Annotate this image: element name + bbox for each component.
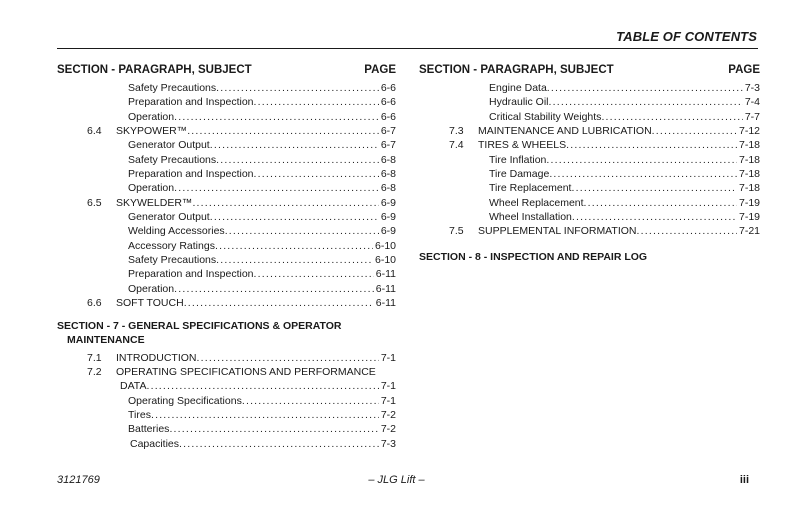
toc-entry-number: 7.2 bbox=[87, 365, 102, 378]
toc-entry-title: Wheel Installation bbox=[489, 211, 572, 224]
dot-leader bbox=[637, 224, 737, 238]
toc-entry-page: 7-19 bbox=[738, 196, 760, 209]
dot-leader bbox=[571, 181, 737, 195]
dot-leader bbox=[547, 81, 743, 95]
toc-entry bbox=[57, 394, 396, 408]
toc-entry bbox=[57, 408, 396, 422]
dot-leader bbox=[197, 351, 379, 365]
toc-entry bbox=[57, 196, 396, 210]
toc-entry bbox=[419, 167, 760, 181]
dot-leader bbox=[549, 167, 737, 181]
toc-entry bbox=[57, 81, 396, 95]
toc-entry-title: Generator Output bbox=[128, 211, 210, 224]
toc-entry-page: 7-3 bbox=[380, 437, 396, 450]
toc-entry-title: Capacities bbox=[130, 437, 180, 450]
toc-entry-title: TIRES & WHEELS bbox=[478, 139, 567, 152]
toc-entry bbox=[57, 153, 396, 167]
toc-entry bbox=[419, 81, 760, 95]
dot-leader bbox=[174, 282, 374, 296]
toc-entry-page: 6-8 bbox=[380, 168, 396, 181]
toc-entry-title: Generator Output bbox=[128, 139, 210, 152]
toc-entry bbox=[419, 124, 760, 138]
dot-leader bbox=[572, 210, 737, 224]
column-heading-label: SECTION - PARAGRAPH, SUBJECT bbox=[419, 64, 614, 76]
toc-column-right bbox=[419, 62, 760, 264]
toc-entry-page: 6-9 bbox=[380, 211, 396, 224]
toc-entry-page: 6-7 bbox=[380, 139, 396, 152]
toc-entry-title: Safety Precautions bbox=[128, 82, 217, 94]
dot-leader bbox=[584, 196, 737, 210]
toc-entry-page: 6-6 bbox=[380, 82, 396, 94]
toc-entry-page: 7-19 bbox=[738, 211, 760, 224]
toc-entry-title: OPERATING SPECIFICATIONS AND PERFORMANCE bbox=[116, 365, 376, 378]
dot-leader bbox=[566, 138, 737, 152]
toc-entry-number: 7.4 bbox=[449, 139, 464, 152]
toc-entry bbox=[57, 124, 396, 138]
column-page-label: PAGE bbox=[728, 64, 760, 76]
dot-leader bbox=[210, 138, 379, 152]
toc-entry-title: Preparation and Inspection bbox=[128, 168, 254, 181]
toc-entry bbox=[57, 110, 396, 124]
toc-entry-number: 6.5 bbox=[87, 196, 102, 209]
toc-entry bbox=[419, 138, 760, 152]
toc-entry-title: Operation bbox=[128, 110, 175, 123]
toc-entry bbox=[57, 210, 396, 224]
document-number: 3121769 bbox=[57, 474, 100, 486]
toc-entry-page: 7-21 bbox=[738, 225, 760, 238]
toc-entry-number: 6.6 bbox=[87, 297, 102, 310]
toc-entry-page: 6-6 bbox=[380, 96, 396, 109]
toc-entry bbox=[57, 422, 396, 436]
toc-entry-page: 6-9 bbox=[380, 225, 396, 238]
toc-entry-title: Accessory Ratings bbox=[128, 239, 215, 252]
toc-entry bbox=[419, 110, 760, 124]
dot-leader bbox=[242, 394, 379, 408]
toc-entry-title: Engine Data bbox=[489, 82, 547, 94]
toc-entry bbox=[57, 365, 396, 379]
toc-entry-title: Hydraulic Oil bbox=[489, 96, 549, 109]
toc-entry-page: 7-3 bbox=[744, 82, 760, 94]
toc-entry-page: 7-2 bbox=[380, 408, 396, 421]
toc-entry bbox=[57, 224, 396, 238]
toc-entry-page: 7-1 bbox=[380, 394, 396, 407]
toc-entry-title: Critical Stability Weights bbox=[489, 110, 602, 123]
dot-leader bbox=[652, 124, 737, 138]
toc-entry-page: 7-12 bbox=[738, 125, 760, 138]
toc-entry-title: Wheel Replacement bbox=[489, 196, 584, 209]
toc-entry-title: INTRODUCTION bbox=[116, 351, 197, 364]
page-number: iii bbox=[739, 474, 749, 486]
toc-entry-page: 6-8 bbox=[380, 182, 396, 195]
toc-entry-number: 7.3 bbox=[449, 125, 464, 138]
toc-entry-title: Tire Replacement bbox=[489, 182, 572, 195]
toc-entry-title: Tire Inflation bbox=[489, 153, 547, 166]
toc-entry bbox=[57, 138, 396, 152]
dot-leader bbox=[225, 224, 379, 238]
toc-entry-title: DATA bbox=[120, 380, 147, 393]
dot-leader bbox=[179, 437, 379, 451]
dot-leader bbox=[254, 167, 379, 181]
section-7-heading bbox=[57, 319, 396, 347]
toc-entry bbox=[57, 167, 396, 181]
toc-entry bbox=[57, 239, 396, 253]
toc-entry-title: Tire Damage bbox=[489, 168, 550, 181]
dot-leader bbox=[174, 110, 379, 124]
toc-entry-title: Preparation and Inspection bbox=[128, 96, 254, 109]
toc-entry-title: SKYWELDER™ bbox=[116, 196, 193, 209]
toc-entry-page: 7-2 bbox=[380, 423, 396, 436]
column-header bbox=[57, 62, 396, 79]
column-page-label: PAGE bbox=[364, 64, 396, 76]
column-header bbox=[419, 62, 760, 79]
dot-leader bbox=[601, 110, 742, 124]
toc-entry-title: Batteries bbox=[128, 423, 170, 436]
section-8-heading: SECTION - 8 - INSPECTION AND REPAIR LOG bbox=[419, 250, 648, 263]
toc-entry-page: 7-18 bbox=[738, 153, 760, 166]
dot-leader bbox=[216, 253, 373, 267]
toc-entry-page: 6-10 bbox=[374, 254, 396, 267]
toc-entry-page: 7-4 bbox=[744, 96, 760, 109]
toc-entry bbox=[419, 181, 760, 195]
column-heading-label: SECTION - PARAGRAPH, SUBJECT bbox=[57, 64, 252, 76]
toc-entry-title: SKYPOWER™ bbox=[116, 125, 188, 138]
dot-leader bbox=[546, 153, 737, 167]
toc-entry-title: Safety Precautions bbox=[128, 254, 217, 267]
toc-entry-title: MAINTENANCE AND LUBRICATION bbox=[478, 125, 652, 138]
toc-entry-page: 7-7 bbox=[744, 110, 760, 123]
toc-entry-page: 6-8 bbox=[380, 153, 396, 166]
toc-entry-page: 6-11 bbox=[375, 297, 396, 310]
dot-leader bbox=[549, 95, 743, 109]
toc-entry-title: Operation bbox=[128, 282, 175, 295]
toc-entry bbox=[57, 253, 396, 267]
toc-entry-title: Operating Specifications bbox=[128, 394, 242, 407]
toc-entry-number: 7.1 bbox=[87, 351, 102, 364]
toc-entry-page: 6-6 bbox=[380, 110, 396, 123]
dot-leader bbox=[192, 196, 378, 210]
toc-entry-title: Operation bbox=[128, 182, 175, 195]
dot-leader bbox=[187, 124, 379, 138]
dot-leader bbox=[216, 153, 379, 167]
toc-entry bbox=[57, 95, 396, 109]
toc-entries-right bbox=[419, 81, 760, 239]
toc-entry bbox=[57, 437, 396, 451]
toc-entry bbox=[57, 282, 396, 296]
toc-entry-title: Welding Accessories bbox=[128, 225, 225, 238]
toc-entry-page: 7-1 bbox=[380, 351, 396, 364]
section-7-title-line1: SECTION - 7 - GENERAL SPECIFICATIONS & OPERATOR bbox=[57, 319, 342, 332]
dot-leader bbox=[146, 379, 378, 393]
toc-entry-page: 7-18 bbox=[738, 139, 760, 152]
toc-entry bbox=[57, 296, 396, 310]
toc-column-left bbox=[57, 62, 396, 451]
dot-leader bbox=[254, 267, 374, 281]
section-7-title-line2: MAINTENANCE bbox=[67, 333, 145, 346]
toc-entry-title: SUPPLEMENTAL INFORMATION bbox=[478, 225, 637, 238]
dot-leader bbox=[174, 181, 379, 195]
toc-entry bbox=[419, 153, 760, 167]
toc-entry-page: 6-9 bbox=[380, 196, 396, 209]
dot-leader bbox=[151, 408, 379, 422]
toc-entry bbox=[57, 267, 396, 281]
toc-entry-page: 7-18 bbox=[738, 168, 760, 181]
toc-entry bbox=[57, 379, 396, 393]
toc-entry bbox=[419, 95, 760, 109]
toc-entry-title: SOFT TOUCH bbox=[116, 297, 184, 310]
toc-entry-title: Tires bbox=[128, 408, 151, 421]
toc-entry bbox=[419, 210, 760, 224]
footer-brand: – JLG Lift – bbox=[368, 474, 425, 486]
toc-entry-title: Preparation and Inspection bbox=[128, 268, 254, 281]
dot-leader bbox=[210, 210, 379, 224]
header-rule bbox=[57, 48, 758, 49]
dot-leader bbox=[215, 239, 373, 253]
toc-entry-number: 6.4 bbox=[87, 125, 102, 138]
dot-leader bbox=[184, 296, 374, 310]
toc-entry bbox=[419, 224, 760, 238]
toc-entry-page: 6-11 bbox=[375, 268, 396, 281]
page-title: TABLE OF CONTENTS bbox=[616, 29, 757, 44]
toc-entry bbox=[57, 351, 396, 365]
toc-entry bbox=[57, 181, 396, 195]
toc-entry-number: 7.5 bbox=[449, 225, 464, 238]
toc-entry-title: Safety Precautions bbox=[128, 153, 217, 166]
toc-entry-page: 6-7 bbox=[380, 125, 396, 138]
toc-entries-section-7 bbox=[57, 351, 396, 451]
toc-entries-left bbox=[57, 81, 396, 311]
toc-entry-page: 6-10 bbox=[374, 239, 396, 252]
toc-entry bbox=[419, 196, 760, 210]
toc-entry-page: 7-1 bbox=[380, 380, 396, 393]
toc-entry-page: 7-18 bbox=[738, 182, 760, 195]
toc-entry-page: 6-11 bbox=[375, 282, 396, 295]
dot-leader bbox=[169, 422, 378, 436]
dot-leader bbox=[254, 95, 379, 109]
dot-leader bbox=[216, 81, 379, 95]
